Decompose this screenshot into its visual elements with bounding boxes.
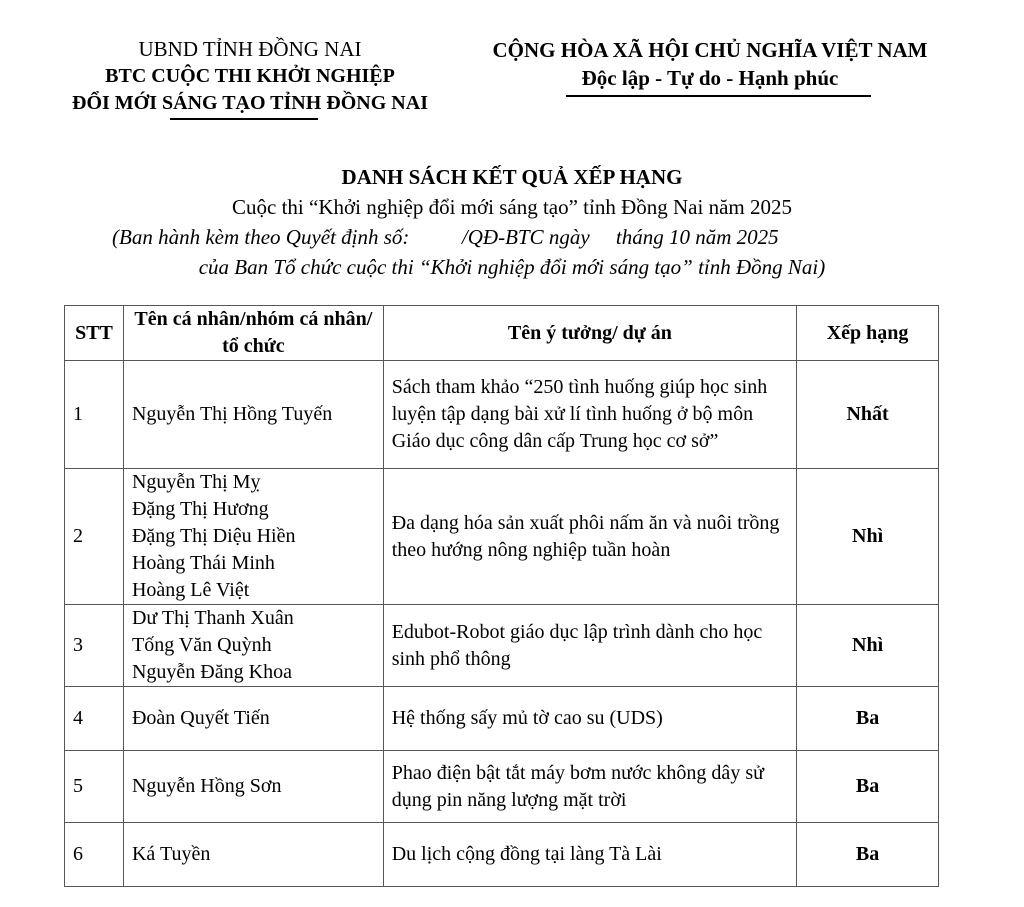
row-rank: Ba [797,823,939,887]
participant-name: Đặng Thị Hương [131,498,269,520]
participant-name: Hoàng Lê Việt [131,579,250,601]
header-idea: Tên ý tưởng/ dự án [383,306,796,361]
results-table [64,305,939,887]
participant-name: Đặng Thị Diệu Hiền [131,525,296,547]
row-idea: Đa dạng hóa sản xuất phôi nấm ăn và nuôi trồng theo hướng nông nghiệp tuần hoàn [383,469,796,605]
row-stt: 2 [65,469,124,605]
agency-line-3: ĐỔI MỚI SÁNG TẠO TỈNH ĐỒNG NAI [72,92,428,114]
motto-underline [566,95,871,97]
issuing-agency-block [40,36,460,117]
row-names [123,469,383,605]
document-subtitle: Cuộc thi “Khởi nghiệp đổi mới sáng tạo” tỉnh Đồng Nai năm 2025 [232,195,792,219]
agency-line-1: UBND TỈNH ĐỒNG NAI [138,37,362,61]
row-stt: 3 [65,605,124,687]
row-rank: Nhất [797,361,939,469]
country-name: CỘNG HÒA XÃ HỘI CHỦ NGHĨA VIỆT NAM [492,38,928,62]
row-names [123,687,383,751]
document-title: DANH SÁCH KẾT QUẢ XẾP HẠNG [341,165,683,189]
row-stt: 5 [65,751,124,823]
participant-name: Ká Tuyền [131,843,211,865]
table-row [65,687,939,751]
issuer-reference: của Ban Tổ chức cuộc thi “Khởi nghiệp đổi mới sáng tạo” tỉnh Đồng Nai) [198,255,826,279]
participant-name: Nguyễn Thị Mỵ [131,471,261,493]
row-names [123,823,383,887]
header-stt: STT [65,306,124,361]
table-row [65,823,939,887]
row-stt: 1 [65,361,124,469]
agency-underline [170,118,318,120]
row-idea: Sách tham khảo “250 tình huống giúp học sinh luyện tập dạng bài xử lí tình huống ở bộ môn Giáo dục công dân cấp Trung học cơ sở” [383,361,796,469]
participant-name: Tống Văn Quỳnh [131,634,272,656]
row-idea: Hệ thống sấy mủ tờ cao su (UDS) [383,687,796,751]
table-row [65,361,939,469]
decision-reference: (Ban hành kèm theo Quyết định số: /QĐ-BTC ngày tháng 10 năm 2025 [112,225,779,249]
row-rank: Nhì [797,605,939,687]
national-motto-block [470,36,950,92]
participant-name: Nguyễn Đăng Khoa [131,661,292,683]
participant-name: Đoàn Quyết Tiến [131,707,270,729]
header-name: Tên cá nhân/nhóm cá nhân/ tổ chức [123,306,383,361]
header-rank: Xếp hạng [797,306,939,361]
motto: Độc lập - Tự do - Hạnh phúc [581,66,839,90]
table-header-row [65,306,939,361]
row-stt: 4 [65,687,124,751]
participant-name: Dư Thị Thanh Xuân [131,607,294,629]
participant-name: Nguyễn Hồng Sơn [131,775,282,797]
row-stt: 6 [65,823,124,887]
row-rank: Ba [797,751,939,823]
row-names [123,605,383,687]
participant-name: Nguyễn Thị Hồng Tuyến [131,403,333,425]
row-idea: Edubot-Robot giáo dục lập trình dành cho học sinh phổ thông [383,605,796,687]
table-row [65,469,939,605]
row-names [123,751,383,823]
table-row [65,605,939,687]
participant-name: Hoàng Thái Minh [131,552,275,574]
row-idea: Du lịch cộng đồng tại làng Tà Lài [383,823,796,887]
row-names [123,361,383,469]
table-row [65,751,939,823]
row-rank: Ba [797,687,939,751]
agency-line-2: BTC CUỘC THI KHỞI NGHIỆP [105,65,395,87]
row-idea: Phao điện bật tắt máy bơm nước không dây sử dụng pin năng lượng mặt trời [383,751,796,823]
row-rank: Nhì [797,469,939,605]
